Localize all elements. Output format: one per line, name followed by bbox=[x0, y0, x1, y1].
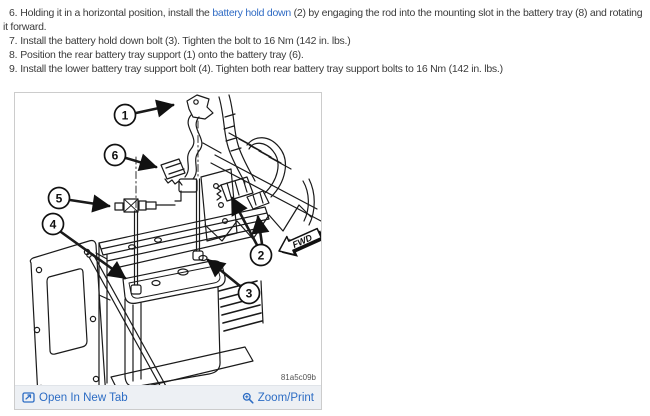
battery-tray-diagram bbox=[15, 93, 321, 385]
callout-5-label: 5 bbox=[55, 191, 63, 206]
open-in-new-tab-link[interactable] bbox=[22, 392, 128, 404]
zoom-print-label: Zoom/Print bbox=[257, 391, 314, 404]
step-number: 9. bbox=[9, 63, 18, 75]
step-number: 8. bbox=[9, 49, 18, 61]
battery-tray-figure bbox=[14, 92, 322, 410]
lower-support-bolt bbox=[131, 285, 141, 294]
callout-3-label: 3 bbox=[245, 286, 253, 301]
zoom-print-link[interactable] bbox=[242, 392, 314, 404]
fwd-label: FWD bbox=[290, 232, 314, 250]
figure-code: 81a5c09b bbox=[280, 373, 316, 382]
figure-toolbar bbox=[15, 385, 321, 409]
step-number: 7. bbox=[9, 35, 18, 47]
instruction-step-9 bbox=[3, 62, 648, 76]
callout-1-label: 1 bbox=[121, 108, 129, 123]
callout-2-label: 2 bbox=[257, 248, 265, 263]
instruction-step-7 bbox=[3, 34, 648, 48]
hold-down-rods bbox=[115, 121, 203, 294]
step-text: Install the battery hold down bolt (3). Tighten the bolt to 16 Nm (142 in. lbs.) bbox=[20, 35, 351, 47]
battery-hold-down-link[interactable]: battery hold down bbox=[212, 7, 291, 19]
callout-4-label: 4 bbox=[49, 217, 57, 232]
callout-6-label: 6 bbox=[111, 148, 119, 163]
instruction-step-6 bbox=[3, 6, 648, 34]
step-text: Position the rear battery tray support (1) onto the battery tray (6). bbox=[20, 49, 304, 61]
instruction-steps bbox=[3, 6, 648, 76]
diagram-line-art bbox=[15, 93, 321, 385]
open-in-new-tab-label: Open In New Tab bbox=[39, 391, 128, 404]
step-text: (2) by engaging the rod into the mounting slot in the battery tray (8) and rotating it forward. bbox=[3, 7, 643, 33]
battery-container bbox=[111, 256, 263, 386]
open-in-new-tab-icon bbox=[22, 392, 35, 403]
magnifier-icon bbox=[242, 392, 254, 404]
step-text: Holding it in a horizontal position, install the bbox=[20, 7, 213, 19]
step-number: 6. bbox=[9, 7, 18, 19]
callout-arrows bbox=[61, 105, 262, 286]
step-text: Install the lower battery tray support bolt (4). Tighten both rear battery tray support bolts to 16 Nm (142 in. lbs.) bbox=[20, 63, 503, 75]
body-hatching bbox=[203, 133, 321, 241]
callout-balloons bbox=[43, 105, 272, 304]
instruction-step-8 bbox=[3, 48, 648, 62]
